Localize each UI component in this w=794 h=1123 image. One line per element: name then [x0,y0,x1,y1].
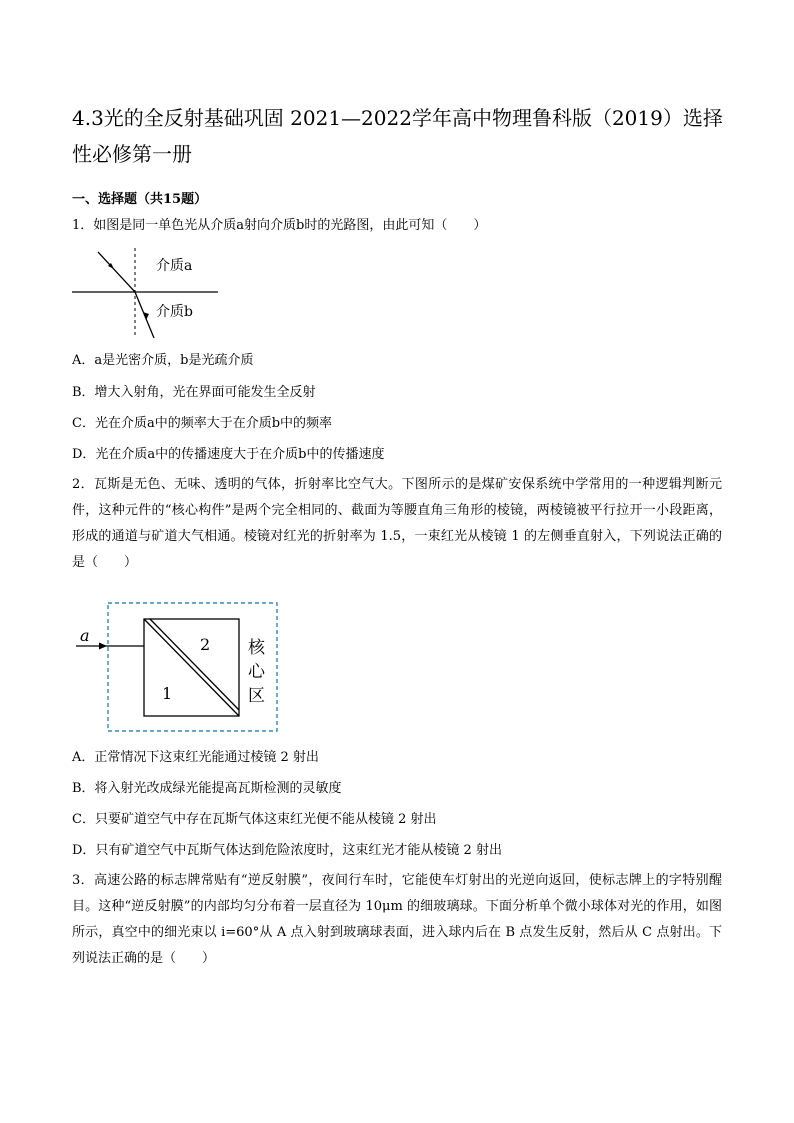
q1-option-d: D．光在介质a中的传播速度大于在介质b中的传播速度 [72,447,385,462]
ray-label: a [80,626,90,645]
core-label-3: 区 [248,686,265,706]
q2-option-d: D．只有矿道空气中瓦斯气体达到危险浓度时，这束红光才能从棱镜 2 射出 [72,843,502,858]
incident-ray [98,252,135,292]
question-2-figure [70,598,285,738]
section-heading: 一、选择题（共15题） [72,192,208,207]
page-title: 4.3光的全反射基础巩固 2021—2022学年高中物理鲁科版（2019）选择性必修第一册 [72,106,723,166]
refracted-arrow-icon [143,312,149,320]
question-3-stem: 3．高速公路的标志牌常贴有“逆反射膜”，夜间行车时，它能使车灯射出的光逆向返回，使标志牌上的字特别醒目。这种“逆反射膜”的内部均匀分布着一层直径为 10μm 的细玻璃球。下面分析单个微小球体对光的作用，如图所示，真空中的细光束以 i=60°从 A 点入射到玻璃球表面，进入球内后在 B 点发生反射，然后从 C 点射出。下列说法正确的是（ ） [72,873,722,966]
question-2-stem: 2．瓦斯是无色、无味、透明的气体，折射率比空气大。下图所示的是煤矿安保系统中学常用的一种逻辑判断元件，这种元件的“核心构件”是两个完全相同的、截面为等腰直角三角形的棱镜，两棱镜被平行拉开一小段距离，形成的通道与矿道大气相通。棱镜对红光的折射率为 1.5，一束红光从棱镜 1 的左侧垂直射入，下列说法正确的是（ ） [72,477,722,570]
q1-option-b: B．增大入射角，光在界面可能发生全反射 [72,385,316,400]
prism-diagonal-1 [144,619,239,716]
question-1-stem: 1．如图是同一单色光从介质a射向介质b时的光路图，由此可知（ ） [72,218,487,233]
q2-option-a: A．正常情况下这束红光能通过棱镜 2 射出 [72,750,319,765]
medium-a-label: 介质a [156,258,193,274]
q2-option-c: C．只要矿道空气中存在瓦斯气体这束红光便不能从棱镜 2 射出 [72,812,437,827]
q2-option-b: B．将入射光改成绿光能提高瓦斯检测的灵敏度 [72,781,342,796]
prism-1-label: 1 [162,684,173,703]
medium-b-label: 介质b [156,304,193,320]
prism-2-label: 2 [200,635,211,654]
question-1-figure [70,244,220,344]
q1-option-c: C．光在介质a中的频率大于在介质b中的频率 [72,416,333,431]
core-label-1: 核 [248,638,265,658]
core-label-2: 心 [248,662,265,682]
ray-arrow-icon [99,643,107,650]
q1-option-a: A．a是光密介质，b是光疏介质 [72,353,254,368]
